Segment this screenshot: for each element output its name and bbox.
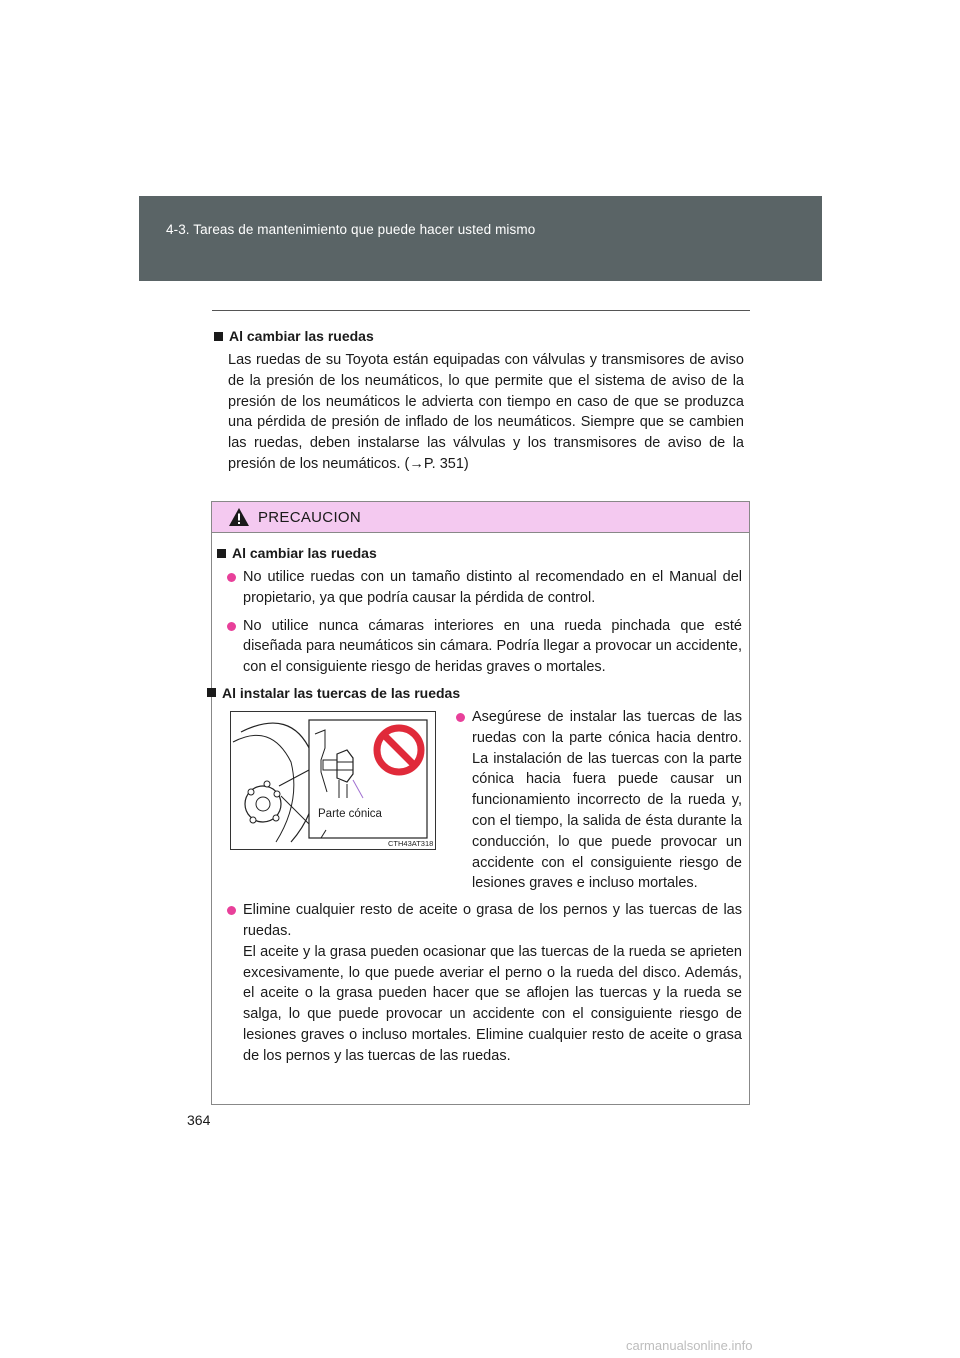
bullet-dot-icon <box>456 713 465 722</box>
bullet-dot-icon <box>227 573 236 582</box>
list-item <box>456 707 742 894</box>
caution-heading-wheel-change <box>217 545 742 561</box>
bullet-text: No utilice ruedas con un tamaño distinto al recomendado en el Manual del propietario, ya que podría causar la pérdida de control. <box>243 569 742 606</box>
caution-heading-text: Al cambiar las ruedas <box>232 545 377 561</box>
caution-heading-text: Al instalar las tuercas de las ruedas <box>222 684 461 701</box>
figure-code: CTH43AT318 <box>388 838 434 848</box>
square-bullet-icon <box>207 688 216 697</box>
caution-heading-wheel-nuts <box>207 685 742 701</box>
divider-rule <box>212 310 750 311</box>
figure-row <box>217 708 742 894</box>
caution-body <box>212 533 749 1067</box>
section-heading <box>214 328 744 344</box>
bullet-dot-icon <box>227 906 236 915</box>
list-item <box>227 616 742 678</box>
list-item <box>227 567 742 609</box>
caution-box <box>211 501 750 1105</box>
wheel-nut-figure <box>230 711 436 850</box>
bullet-text: Asegúrese de instalar las tuercas de las ruedas con la parte cónica hacia dentro. La instalación de las tuercas con la parte cónica hacia fuera puede causar un funcionamiento incorrecto de la rueda y, con el tiempo, la salida de ésta durante la conducción, lo que puede provocar un accidente con el consiguiente riesgo de lesiones graves e incluso mortales. <box>472 708 742 892</box>
list-item <box>227 900 742 1066</box>
square-bullet-icon <box>217 549 226 558</box>
wheel-nut-illustration <box>231 712 435 849</box>
page-number: 364 <box>187 1112 211 1128</box>
square-bullet-icon <box>214 332 223 341</box>
section-wheel-change <box>214 328 744 475</box>
warning-triangle-icon <box>228 507 250 527</box>
section-title: 4-3. Tareas de mantenimiento que puede hacer usted mismo <box>166 222 536 237</box>
caution-header <box>212 502 749 533</box>
caution-title: PRECAUCION <box>258 508 362 526</box>
watermark: carmanualsonline.info <box>626 1338 753 1353</box>
bullet-dot-icon <box>227 622 236 631</box>
section-header-band <box>139 196 822 281</box>
section-body: Las ruedas de su Toyota están equipadas con válvulas y transmisores de aviso de la presión de los neumáticos, lo que permite que el sistema de aviso de la presión de los neumáticos le advierta con tiempo en caso de que se produzca una pérdida de presión de inflado de los neumáticos. Siempre que se cambien las ruedas, deben instalarse las válvulas y los transmisores de aviso de la presión de los neumáticos. (→P. 351) <box>228 352 744 472</box>
figure-label: Parte cónica <box>318 807 382 820</box>
bullet-text: Elimine cualquier resto de aceite o grasa de los pernos y las tuercas de las ruedas. El aceite y la grasa pueden ocasionar que las tuercas de la rueda se aprieten excesivamente, lo que puede averiar el perno o la rueda del disco. Además, el aceite o la grasa pueden hacer que se aflojen las tuercas y la rueda se salga, lo que puede provocar un accidente con el consiguiente riesgo de lesiones graves o incluso mortales. Elimine cualquier resto de aceite o grasa de los pernos y las tuercas de las ruedas. <box>243 902 742 1064</box>
section-heading-text: Al cambiar las ruedas <box>229 328 374 344</box>
bullet-text: No utilice nunca cámaras interiores en una rueda pinchada que esté diseñada para neumáticos sin cámara. Podría llegar a provocar un accidente, con el consiguiente riesgo de heridas graves o mortales. <box>243 617 742 676</box>
